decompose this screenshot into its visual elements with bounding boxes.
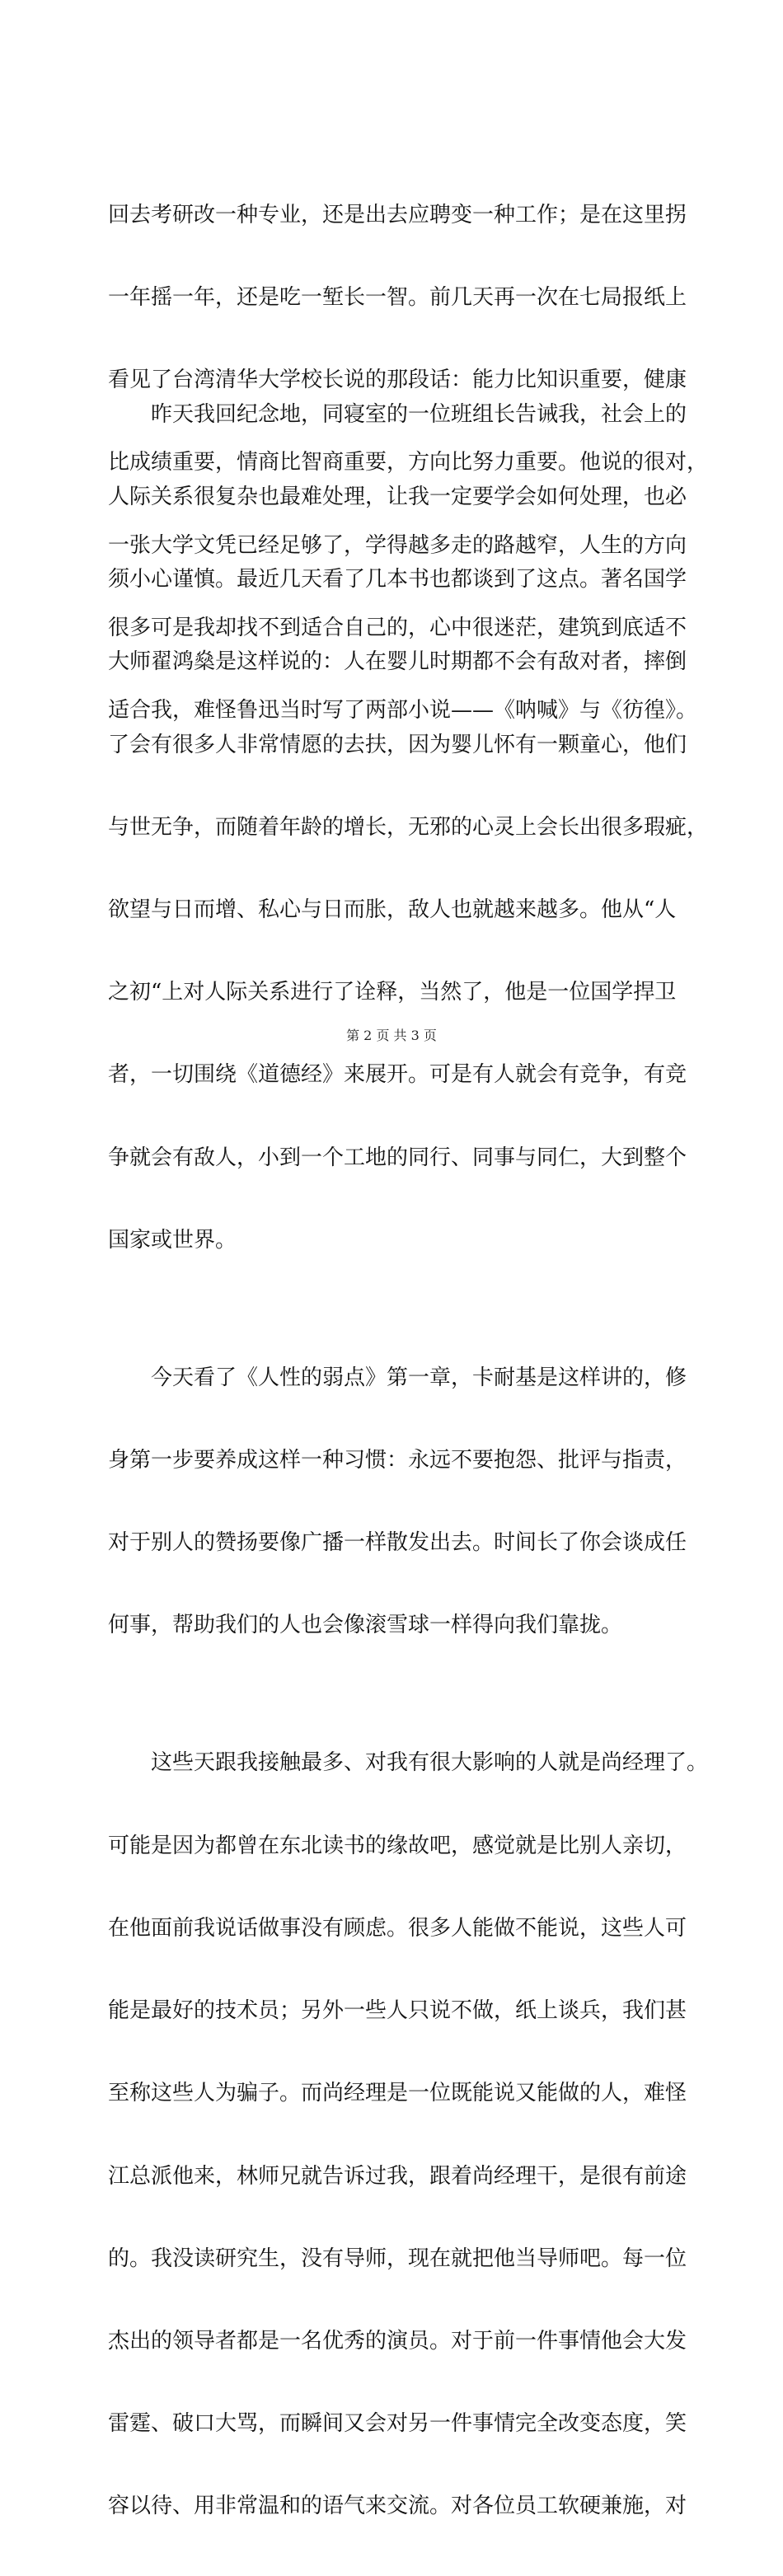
text-line: 容以待、用非常温和的语气来交流。对各位员工软硬兼施，对: [108, 2494, 687, 2519]
text-line: 的。我没读研究生，没有导师，现在就把他当导师吧。每一位: [108, 2246, 687, 2271]
paragraph-3: [108, 1309, 685, 1695]
text-line: 之初“上对人际关系进行了诠释，当然了，他是一位国学捍卫: [108, 980, 677, 1005]
page-footer: [0, 1025, 783, 1044]
text-line: 对于别人的赞扬要像广播一样散发出去。时间长了你会谈成任: [108, 1530, 687, 1556]
text-line: 一张大学文凭已经足够了，学得越多走的路越窄，人生的方向: [108, 532, 687, 558]
text-line: 国家或世界。: [108, 1227, 237, 1253]
text-line: 了会有很多人非常情愿的去扶，因为婴儿怀有一颗童心，他们: [108, 732, 687, 757]
text-line: 与世无争，而随着年龄的增长，无邪的心灵上会长出很多瑕疵，: [108, 814, 709, 840]
text-line: 适合我，难怪鲁迅当时写了两部小说——《呐喊》与《彷徨》。: [108, 698, 698, 724]
text-line: 至称这些人为骗子。而尚经理是一位既能说又能做的人，难怪: [108, 2081, 687, 2106]
paragraph-4: [108, 1695, 709, 2576]
text-line: 这些天跟我接触最多、对我有很大影响的人就是尚经理了。: [108, 1750, 709, 1776]
text-line: 昨天我回纪念地，同寝室的一位班组长告诫我，社会上的: [108, 401, 687, 427]
text-line: 杰出的领导者都是一名优秀的演员。对于前一件事情他会大发: [108, 2328, 687, 2354]
text-line: 身第一步要养成这样一种习惯：永远不要抱怨、批评与指责，: [108, 1448, 687, 1473]
text-line: 回去考研改一种专业，还是出去应聘变一种工作；是在这里拐: [108, 202, 687, 227]
text-line: 者，一切围绕《道德经》来展开。可是有人就会有竞争，有竞: [108, 1062, 687, 1088]
text-line: 雷霆、破口大骂，而瞬间又会对另一件事情完全改变态度，笑: [108, 2411, 687, 2437]
page-number-label: 第 2 页 共 3 页: [346, 1028, 437, 1043]
text-line: 很多可是我却找不到适合自己的，心中很迷茫，建筑到底适不: [108, 615, 687, 640]
text-line: 欲望与日而增、私心与日而胀，敌人也就越来越多。他从“人: [108, 897, 677, 923]
paragraph-2: [108, 346, 709, 1309]
text-block-main: [108, 346, 709, 2576]
text-line: 一年摇一年，还是吃一堑长一智。前几天再一次在七局报纸上: [108, 285, 687, 311]
text-line: 看见了台湾清华大学校长说的那段话：能力比知识重要，健康: [108, 368, 687, 393]
text-line: 可能是因为都曾在东北读书的缘故吧，感觉就是比别人亲切，: [108, 1833, 687, 1858]
text-line: 能是最好的技术员；另外一些人只说不做，纸上谈兵，我们甚: [108, 1998, 687, 2024]
text-line: 大师翟鸿燊是这样说的：人在婴儿时期都不会有敌对者，摔倒: [108, 649, 687, 675]
text-line: 比成绩重要，情商比智商重要，方向比努力重要。他说的很对，: [108, 450, 709, 475]
text-line: 须小心谨慎。最近几天看了几本书也都谈到了这点。著名国学: [108, 567, 687, 592]
text-line: 江总派他来，林师兄就告诉过我，跟着尚经理干，是很有前途: [108, 2163, 687, 2189]
text-line: 争就会有敌人，小到一个工地的同行、同事与同仁，大到整个: [108, 1145, 687, 1170]
text-line: 今天看了《人性的弱点》第一章，卡耐基是这样讲的，修: [108, 1365, 687, 1390]
text-line: 人际关系很复杂也最难处理，让我一定要学会如何处理，也必: [108, 485, 687, 510]
text-line: 在他面前我说话做事没有顾虑。很多人能做不能说，这些人可: [108, 1915, 687, 1941]
text-line: 何事，帮助我们的人也会像滚雪球一样得向我们靠拢。: [108, 1613, 623, 1638]
